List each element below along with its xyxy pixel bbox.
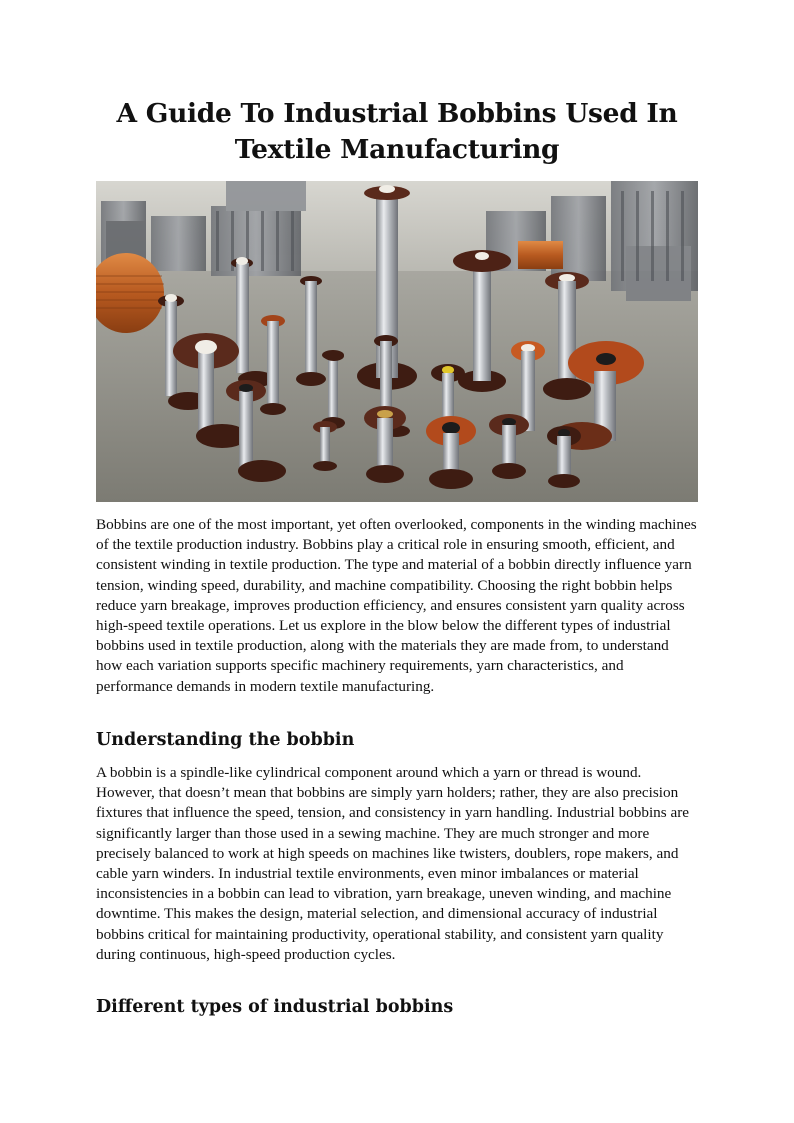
section-paragraph-understanding: A bobbin is a spindle-like cylindrical component around which a yarn or thread is wound. However, that doesn’t mean that bobbins are simply yarn holders; rather, they are also precision fixtures that influence the speed, tension, and consistency in yarn handling. Industrial bobbins are significantly larger than those used in a sewing machine. They are much stronger and more precisely balanced to work at high speeds on machines like twisters, doublers, rope makers, and cable yarn winders. In industrial textile environments, even minor imbalances or material inconsistencies in a bobbin can lead to vibration, yarn breakage, uneven winding, and machine downtime. This makes the design, material selection, and dimensional accuracy of industrial bobbins critical for maintaining productivity, operational stability, and consistent yarn quality during continuous, high-speed production cycles. xyxy=(96,764,690,963)
hero-image xyxy=(96,181,698,502)
page-title: A Guide To Industrial Bobbins Used In Textile Manufacturing xyxy=(116,98,678,165)
intro-paragraph: Bobbins are one of the most important, yet often overlooked, components in the winding machines of the textile production industry. Bobbins play a critical role in ensuring smooth, efficient, and consistent winding in textile production. The type and material of a bobbin directly influence yarn tension, winding speed, durability, and machine compatibility. Choosing the right bobbin helps reduce yarn breakage, improves production efficiency, and ensures consistent yarn quality across high-speed textile operations. Let us explore in the blow below the different types of industrial bobbins used in textile production, along with the materials they are made from, to understand how each variation supports specific machinery requirements, yarn characteristics, and performance demands in modern textile manufacturing. xyxy=(96,516,697,695)
section-heading-types: Different types of industrial bobbins xyxy=(96,997,454,1017)
section-heading-understanding: Understanding the bobbin xyxy=(96,730,355,750)
bobbins-photo-icon xyxy=(96,181,698,502)
